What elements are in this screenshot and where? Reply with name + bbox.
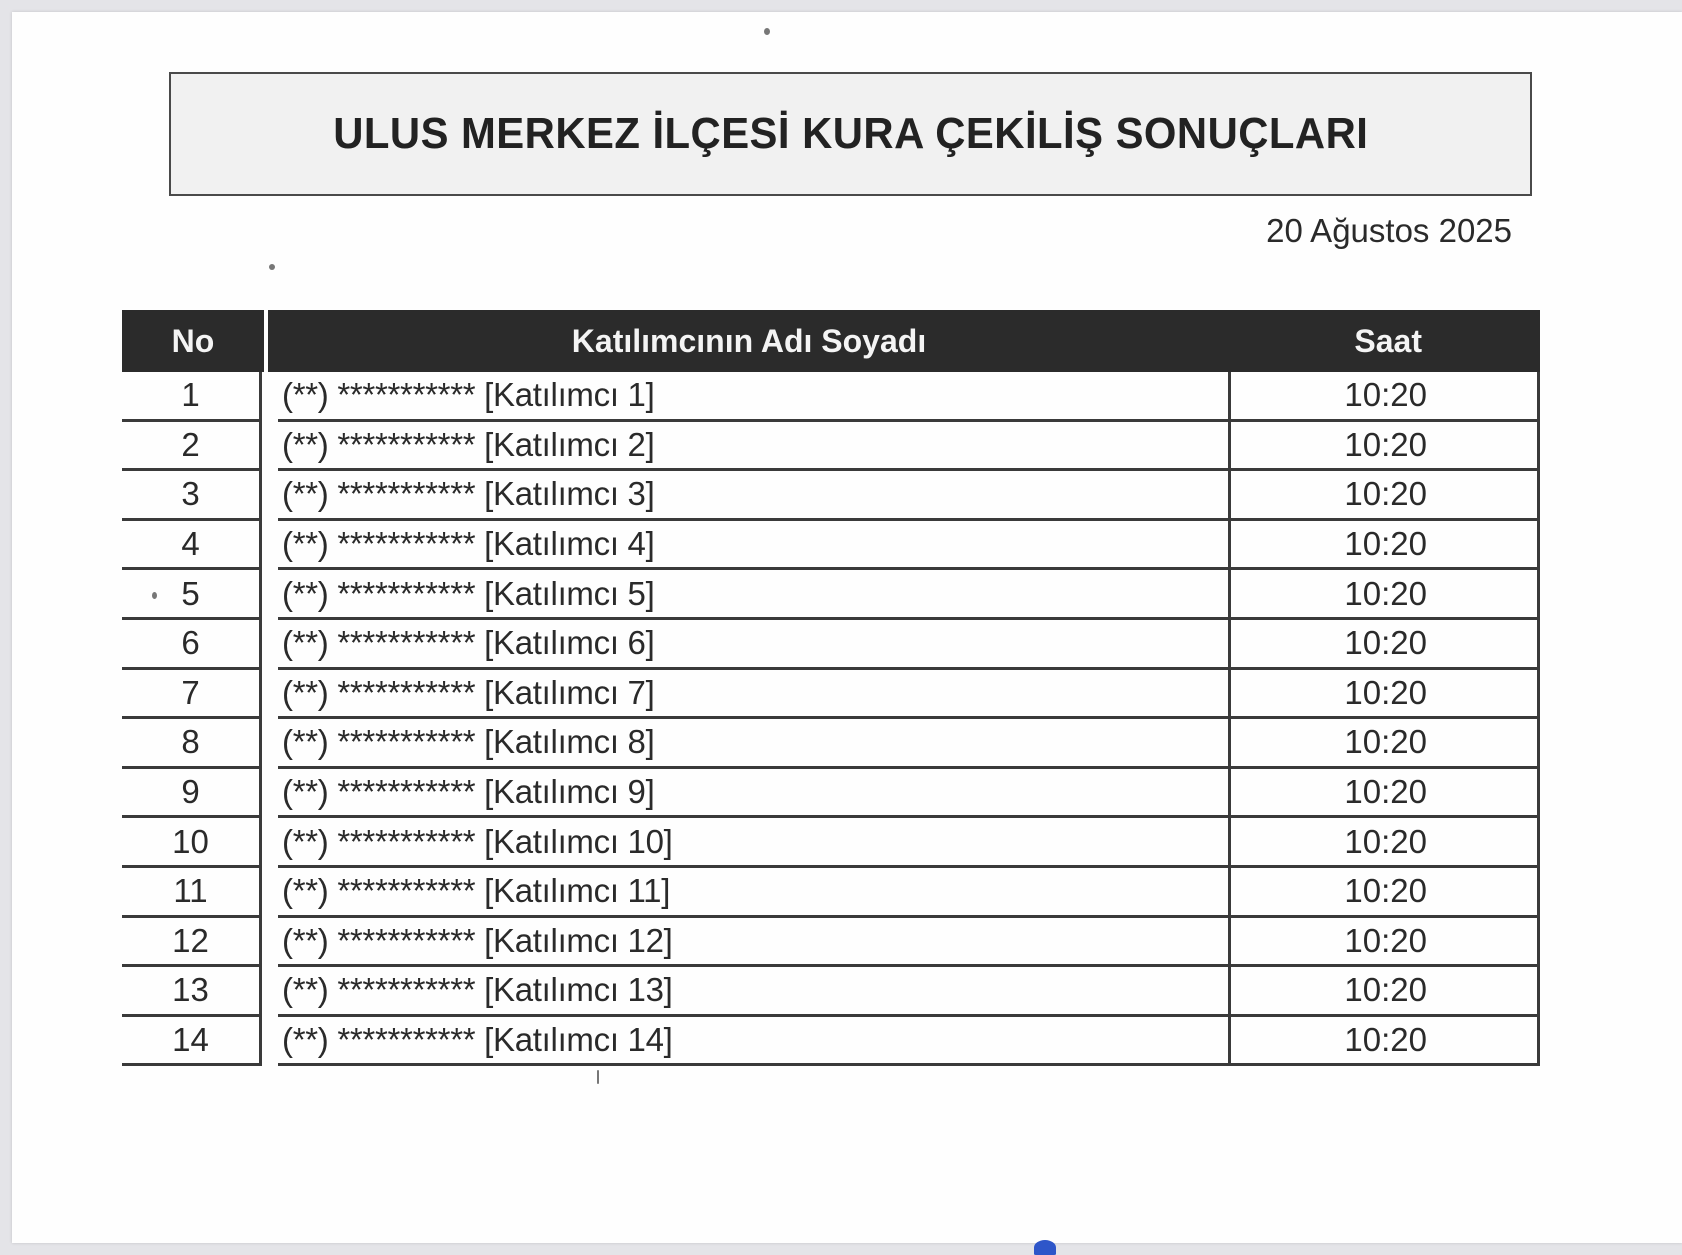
row-number: 12 [122, 918, 262, 968]
column-gap [262, 918, 278, 968]
table-row [122, 670, 1540, 720]
participant-cell: (**) *********** [Katılımcı 1] [278, 372, 1231, 422]
column-gap [262, 372, 278, 422]
table-row [122, 570, 1540, 620]
column-gap [262, 670, 278, 720]
row-number: 14 [122, 1017, 262, 1067]
table-row [122, 372, 1540, 422]
scan-speck [764, 28, 770, 35]
participant-cell: (**) *********** [Katılımcı 12] [278, 918, 1231, 968]
participant-cell: (**) *********** [Katılımcı 9] [278, 769, 1231, 819]
header-time: Saat [1354, 322, 1422, 359]
column-gap [262, 868, 278, 918]
row-number: 4 [122, 521, 262, 571]
participant-cell: (**) *********** [Katılımcı 13] [278, 967, 1231, 1017]
scanned-page [12, 12, 1682, 1243]
participant-cell: (**) *********** [Katılımcı 2] [278, 422, 1231, 472]
column-gap [262, 967, 278, 1017]
time-cell: 10:20 [1231, 422, 1540, 472]
time-cell: 10:20 [1231, 918, 1540, 968]
participant-cell: (**) *********** [Katılımcı 14] [278, 1017, 1231, 1067]
row-number: 13 [122, 967, 262, 1017]
time-cell: 10:20 [1231, 372, 1540, 422]
time-cell: 10:20 [1231, 670, 1540, 720]
row-number: 8 [122, 719, 262, 769]
row-number: 10 [122, 818, 262, 868]
table-row [122, 918, 1540, 968]
time-cell: 10:20 [1231, 818, 1540, 868]
time-cell: 10:20 [1231, 868, 1540, 918]
participant-cell: (**) *********** [Katılımcı 3] [278, 471, 1231, 521]
table-row [122, 1017, 1540, 1067]
participant-cell: (**) *********** [Katılımcı 7] [278, 670, 1231, 720]
header-no: No [122, 310, 268, 372]
row-number: 5 [122, 570, 262, 620]
table-body [122, 372, 1540, 1066]
column-gap [262, 620, 278, 670]
column-gap [262, 1017, 278, 1067]
document-title: ULUS MERKEZ İLÇESİ KURA ÇEKİLİŞ SONUÇLARI [332, 109, 1369, 158]
row-number: 3 [122, 471, 262, 521]
column-gap [262, 719, 278, 769]
table-header [122, 310, 1540, 372]
participant-cell: (**) *********** [Katılımcı 5] [278, 570, 1231, 620]
scan-speck [269, 264, 275, 270]
column-gap [262, 570, 278, 620]
participant-cell: (**) *********** [Katılımcı 4] [278, 521, 1231, 571]
row-number: 1 [122, 372, 262, 422]
time-cell: 10:20 [1231, 967, 1540, 1017]
row-number: 9 [122, 769, 262, 819]
table-row [122, 471, 1540, 521]
time-cell: 10:20 [1231, 471, 1540, 521]
participant-cell: (**) *********** [Katılımcı 11] [278, 868, 1231, 918]
column-gap [262, 422, 278, 472]
table-row [122, 868, 1540, 918]
column-gap [262, 769, 278, 819]
time-cell: 10:20 [1231, 521, 1540, 571]
time-cell: 10:20 [1231, 620, 1540, 670]
table-row [122, 769, 1540, 819]
results-table [122, 310, 1540, 1066]
participant-cell: (**) *********** [Katılımcı 10] [278, 818, 1231, 868]
row-number: 11 [122, 868, 262, 918]
column-gap [262, 818, 278, 868]
table-row [122, 422, 1540, 472]
document-date: 20 Ağustos 2025 [1266, 212, 1512, 249]
table-row [122, 521, 1540, 571]
table-row [122, 818, 1540, 868]
row-number: 2 [122, 422, 262, 472]
header-participant: Katılımcının Adı Soyadı [571, 322, 927, 359]
row-number: 7 [122, 670, 262, 720]
table-row [122, 620, 1540, 670]
column-gap [262, 471, 278, 521]
table-row [122, 967, 1540, 1017]
time-cell: 10:20 [1231, 719, 1540, 769]
ink-mark [1034, 1240, 1056, 1255]
title-box [169, 72, 1532, 196]
time-cell: 10:20 [1231, 570, 1540, 620]
table-row [122, 719, 1540, 769]
time-cell: 10:20 [1231, 1017, 1540, 1067]
scan-speck [597, 1070, 599, 1084]
participant-cell: (**) *********** [Katılımcı 8] [278, 719, 1231, 769]
row-number: 6 [122, 620, 262, 670]
column-gap [262, 521, 278, 571]
participant-cell: (**) *********** [Katılımcı 6] [278, 620, 1231, 670]
time-cell: 10:20 [1231, 769, 1540, 819]
